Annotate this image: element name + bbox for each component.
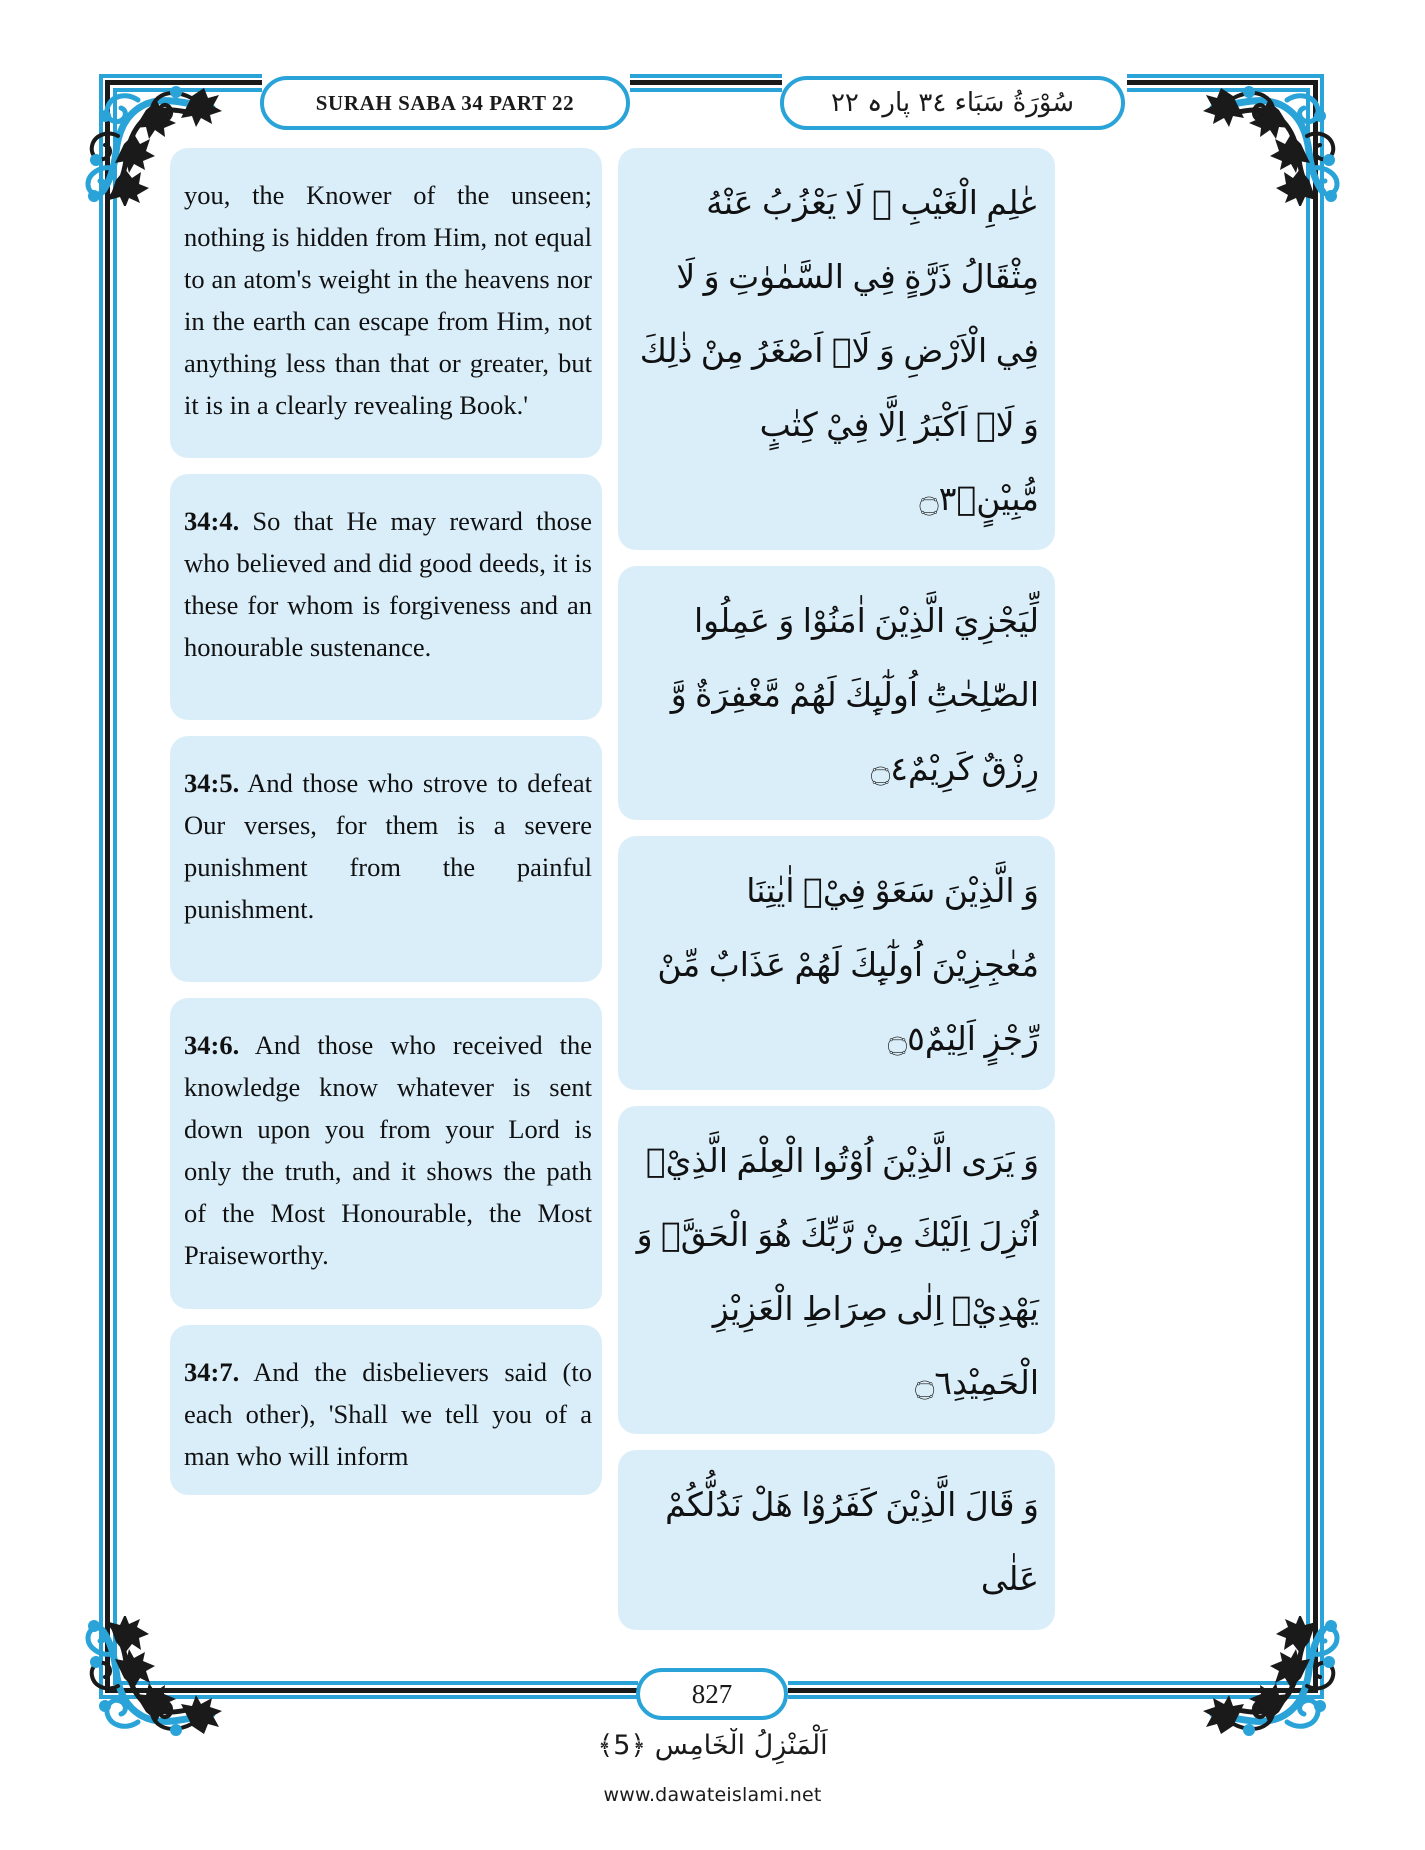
website-url: www.dawateislami.net [603,1784,822,1806]
floral-corner-ornament-icon [72,1616,222,1766]
verse-number: 34:5. [184,768,240,798]
verse-number: 34:7. [184,1357,240,1387]
floral-corner-ornament-icon [1203,56,1353,206]
verse-translation-text: And the disbelievers said (to each other), 'Shall we tell you of a man who will inform [184,1357,592,1471]
verse-translation-block [170,736,602,982]
verse-arabic-block: وَ الَّذِيْنَ سَعَوْ فِيْۤ اٰيٰتِنَا مُعٰجِزِيْنَ اُولٰٓىِٕكَ لَهُمْ عَذَابٌ مِّنْ رِّجْزٍ اَلِيْمٌ۝٥ [618,836,1055,1090]
manzil-label: اَلْمَنْزِلُ الْخَامِس ﴿5﴾ [597,1730,828,1761]
verse-arabic-block: لِّيَجْزِيَ الَّذِيْنَ اٰمَنُوْا وَ عَمِلُوا الصّٰلِحٰتِؕ اُولٰٓىِٕكَ لَهُمْ مَّغْفِرَةٌ وَّ رِزْقٌ كَرِيْمٌ۝٤ [618,566,1055,820]
verse-translation-text: And those who received the knowledge know whatever is sent down upon you from your Lord is only the truth, and it shows the path of the Most Honourable, the Most Praiseworthy. [184,1030,592,1270]
verse-arabic-block: وَ يَرَى الَّذِيْنَ اُوْتُوا الْعِلْمَ الَّذِيْۤ اُنْزِلَ اِلَيْكَ مِنْ رَّبِّكَ هُوَ الْحَقَّۙ وَ يَهْدِيْۤ اِلٰى صِرَاطِ الْعَزِيْزِ الْحَمِيْدِ۝٦ [618,1106,1055,1434]
surah-title-pill-arabic [780,76,1125,130]
verse-translation-block [170,998,602,1309]
page-title-arabic: سُوْرَةُ سَبَاء ٣٤ پارہ ٢٢ [830,88,1075,118]
translation-column [170,148,602,1630]
verse-number: 34:6. [184,1030,240,1060]
verse-translation-block [170,148,602,458]
surah-title-pill [260,76,630,130]
floral-corner-ornament-icon [1203,1616,1353,1766]
page-number: 827 [691,1678,733,1709]
arabic-column [618,148,1055,1630]
verse-arabic-block: عٰلِمِ الْغَيْبِ ۚ لَا يَعْزُبُ عَنْهُ مِثْقَالُ ذَرَّةٍ فِي السَّمٰوٰتِ وَ لَا فِي الْاَرْضِ وَ لَاۤ اَصْغَرُ مِنْ ذٰلِكَ وَ لَاۤ اَكْبَرُ اِلَّا فِيْ كِتٰبٍ مُّبِيْنٍۙ۝٣ [618,148,1055,550]
verse-translation-block [170,1325,602,1495]
verse-number: 34:4. [184,506,240,536]
floral-corner-ornament-icon [72,56,222,206]
page-header [100,76,1325,132]
page-title: SURAH SABA 34 PART 22 [315,90,575,115]
verse-translation-text: you, the Knower of the unseen; nothing is hidden from Him, not equal to an atom's weight in the heavens nor in the earth can escape from Him, not anything less than that or greater, but it is in a clearly revealing Book.' [184,180,592,420]
page-number-pill [636,1668,788,1720]
verse-grid [170,148,1255,1630]
verse-arabic-block: وَ قَالَ الَّذِيْنَ كَفَرُوْا هَلْ نَدُلُّكُمْ عَلٰى [618,1450,1055,1630]
verse-translation-text: So that He may reward those who believed and did good deeds, it is these for whom is forgiveness and an honourable sustenance. [184,506,593,662]
verse-translation-block [170,474,602,720]
verse-translation-text: And those who strove to defeat Our verses, for them is a severe punishment from the painful punishment. [184,768,592,924]
